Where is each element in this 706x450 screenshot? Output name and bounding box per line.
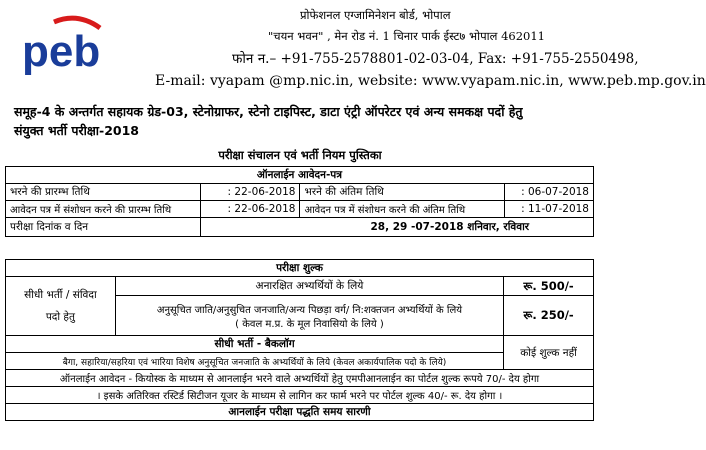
fee-category: सीधी भर्ती / संविदा पदो हेतु (6, 277, 116, 336)
backlog-fee: कोई शुल्क नहीं (504, 336, 594, 370)
backlog-heading: सीधी भर्ती - बैकलॉग (6, 336, 504, 353)
schedule-heading: आनलाईन परीक्षा पद्धति समय सारणी (6, 404, 594, 421)
exam-title-line1: समूह-4 के अन्तर्गत सहायक ग्रेड-03, स्टेनोग्राफर, स्टेनो टाइपिस्ट, डाटा एंट्री ऑपरेटर एवं अन्य समकक्ष पदों हेतु (14, 104, 523, 119)
unreserved-label: अनारक्षित अभ्यर्थियों के लिये (115, 277, 503, 296)
org-name: प्रोफेशनल एग्जामिनेशन बोर्ड, भोपाल (300, 8, 451, 22)
application-heading: ऑनलाईन आवेदन-पत्र (6, 167, 594, 184)
application-dates-table (5, 166, 594, 237)
exam-title (14, 102, 594, 140)
fee-table (5, 259, 594, 421)
start-date-label: भरने की प्रारम्भ तिथि (6, 184, 201, 201)
reserved-fee: रू. 250/- (504, 296, 594, 336)
fee-heading: परीक्षा शुल्क (6, 260, 594, 277)
reserved-label: अनुसूचित जाति/अनुसुचित जनजाति/अन्य पिछड़ा वर्ग/ नि:शक्तजन अभ्यर्थियों के लिये ( केवल म.प्र. के मूल निवासियो के लिये ) (115, 296, 503, 336)
end-date-value: : 06-07-2018 (505, 184, 594, 201)
unreserved-fee: रू. 500/- (504, 277, 594, 296)
citizen-fee-note: । इसके अतिरिक्त रस्टिर्ड सिटीजन यूजर के माध्यम से लागिन कर फार्म भरने पर पोर्टल शुल्क 40/- रू. देय होगा । (6, 387, 594, 404)
edit-start-value: : 22-06-2018 (200, 201, 300, 218)
header (0, 0, 706, 96)
kiosk-fee-note: ऑनलाईन आवेदन - कियोस्क के माध्यम से आनलाईन भरने वाले अभ्यर्थियों हेतु एमपीआनलाईन का पोर्टल शुल्क रूपये 70/- देय होगा (6, 370, 594, 387)
peb-logo-text: peb (22, 27, 101, 76)
edit-start-label: आवेदन पत्र में संशोधन करने की प्रारम्भ तिथि (6, 201, 201, 218)
peb-logo (20, 14, 120, 86)
edit-end-value: : 11-07-2018 (505, 201, 594, 218)
exam-date-label: परीक्षा दिनांक व दिन (6, 218, 201, 237)
org-address: "चयन भवन" , मेन रोड नं. 1 चिनार पार्क ईस्ट७ भोपाल 462011 (268, 29, 545, 43)
org-email-web: E-mail: vyapam @mp.nic.in, website: www.vyapam.nic.in, www.peb.mp.gov.in (155, 73, 706, 89)
end-date-label: भरने की अंतिम तिथि (300, 184, 505, 201)
exam-title-line2: संयुक्त भर्ती परीक्षा-2018 (14, 123, 140, 138)
exam-date-value: 28, 29 -07-2018 शनिवार, रविवार (200, 218, 593, 237)
start-date-value: : 22-06-2018 (200, 184, 300, 201)
edit-end-label: आवेदन पत्र में संशोधन करने की अंतिम तिथि (300, 201, 505, 218)
rulebook-subtitle: परीक्षा संचालन एवं भर्ती नियम पुस्तिका (218, 148, 382, 162)
org-phone-fax: फोन न.– +91-755-2578801-02-03-04, Fax: +91-755-2550498, (232, 51, 639, 67)
backlog-description: बैगा, सहारिया/सहरिया एवं भारिया विशेष अनुसूचित जनजाति के अभ्यर्थियों के लिये (केवल अकार्यपालिक पदो के लिये) (6, 353, 504, 370)
